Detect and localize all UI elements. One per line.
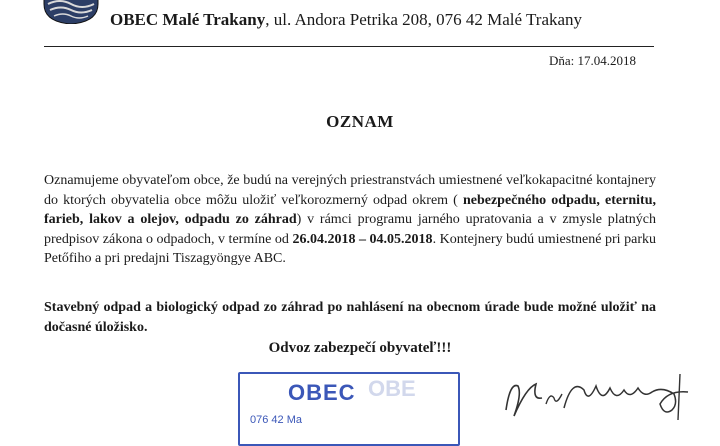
waste-note: Stavebný odpad a biologický odpad zo záhrad po nahlásení na obecnom úrade bude možné uložiť na dočasné úložisko. [44,300,656,335]
stamp-ghost-text: OBE [368,376,416,401]
org-address: , ul. Andora Petrika 208, 076 42 Malé Trakany [265,10,583,29]
org-name: OBEC Malé Trakany [110,10,266,29]
collection-dates: 26.04.2018 – 04.05.2018 [292,231,433,247]
document-title: OZNAM [326,112,394,131]
village-logo-icon [40,0,102,24]
letterhead [110,10,710,30]
body-part-2: ) v rámci programu jarného upratovania a v zmysle platných predpisov zákona o odpadoch, v termíne od [44,212,656,247]
stamp-address-line: 076 42 Ma [250,414,302,426]
signature-icon [492,364,702,424]
letterhead-divider [44,46,654,47]
body-part-1: Oznamujeme obyvateľom obce, že budú na verejných priestranstvách umiestnené veľkokapacitné kontajnery do ktorých obyvatelia obce môžu uložiť veľkorozmerný odpad okrem ( [44,173,656,208]
body-part-3: . Kontejnery budú umiestnené pri parku Petőfiho a pri predajni Tiszagyöngye ABC. [44,231,657,266]
document-date: Dňa: 17.04.2018 [548,53,636,68]
announcement-body [44,171,656,269]
official-stamp [238,372,460,446]
stamp-title: OBEC [288,380,356,405]
closing-line: Odvoz zabezpečí obyvateľ!!! [268,340,452,356]
excluded-waste-list: nebezpečného odpadu, eternitu, farieb, lakov a olejov, odpadu zo záhrad [44,192,656,227]
